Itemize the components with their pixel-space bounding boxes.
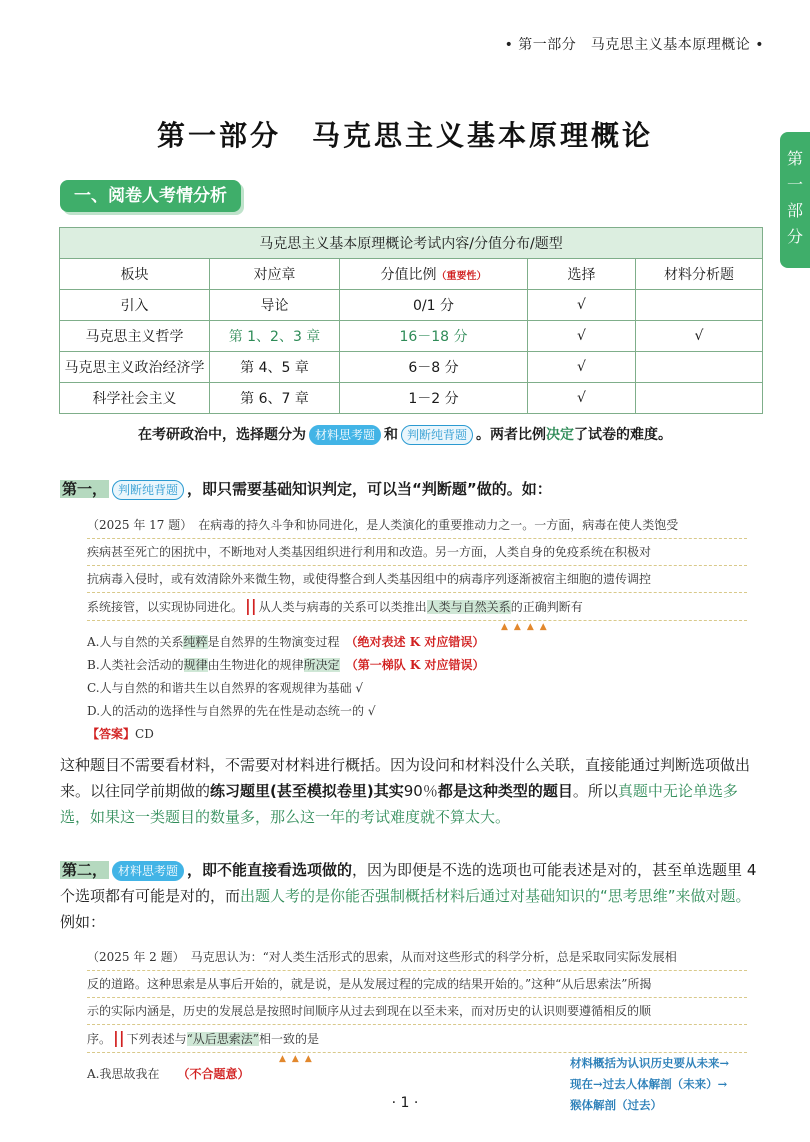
cell-choice: √ [528,290,636,321]
option-a [87,631,747,654]
cell-material [636,383,763,414]
cell-material: √ [636,321,763,352]
pill-judge-question: 判断纯背题 [401,425,473,445]
question-text: 相一致的是 [258,1032,319,1046]
cell-score: 16－18 分 [340,321,528,352]
cell-block: 马克思主义哲学 [60,321,210,352]
answer-value: CD [135,727,154,741]
header-block: 板块 [60,259,210,290]
emphasis-dots-text: ▲▲▲ [279,1054,318,1064]
point-one [60,476,760,502]
option-text: 由生物进化的规律 [207,658,304,672]
cell-material [636,352,763,383]
question-line: （2025 年 17 题） 在病毒的持久斗争和协同进化，是人类演化的重要推动力之一。一方面，病毒在使人类饱受 [87,512,747,539]
part-title: 第一部分 马克思主义基本原理概论 [156,119,653,152]
question-line: 示的实际内涵是，历史的发展总是按照时间顺序从过去到现在以至未来，而对历史的认识则要遵循相反的顺 [87,998,747,1025]
divider-mark: || [113,1028,125,1047]
question-text: 序。 [87,1032,112,1046]
question-line: 反的道路。这种思索是从事后开始的，就是说，是从发展过程的完成的结果开始的。”这种“从后思索法”所揭 [87,971,747,998]
para-bold: 练习题里(甚至模拟卷里)其实 [210,782,404,800]
cell-material [636,290,763,321]
cell-block: 引入 [60,290,210,321]
para-text: 。所以 [572,782,618,800]
cell-block: 马克思主义政治经济学 [60,352,210,383]
header-chapter: 对应章 [210,259,340,290]
table-caption: 马克思主义基本原理概论考试内容/分值分布/题型 [60,228,763,259]
point-one-text: ，即只需要基础知识判定，可以当“判断题”做的。如： [187,480,552,498]
page-number: · 1 · [391,1095,419,1111]
cell-chapter: 第 1、2、3 章 [210,321,340,352]
question-stem: 下列表述与 [126,1032,187,1046]
highlight-keyword: 纯粹 [183,635,208,649]
option-a-note: （绝对表述 K 对应错误） [351,635,485,649]
point-two-bold: ，即不能直接看选项做的 [187,861,353,879]
side-tab-char: 一 [786,175,803,194]
highlight-keyword: 规律 [183,658,208,672]
cell-chapter: 第 4、5 章 [210,352,340,383]
highlight-keyword: “从后思索法” [186,1032,259,1046]
header-material: 材料分析题 [636,259,763,290]
point-one-label: 第一， [62,480,108,498]
para-percent: 90％ [403,782,438,800]
emphasis-dots-text: ▲▲▲▲ [501,622,553,632]
point-two-text: ，因为即便是不选的选项也可能表述是对的，甚至单选题里 4 个选项都有可能是对的，而 [60,861,757,905]
cell-chapter: 第 6、7 章 [210,383,340,414]
side-tab-char: 分 [786,227,803,246]
para-bold: 都是这种类型的题目 [437,782,573,800]
option-d: D.人的活动的选择性与自然界的先在性是动态统一的 √ [87,704,376,718]
summary-and: 和 [384,427,398,443]
cell-score: 6－8 分 [340,352,528,383]
cell-choice: √ [528,383,636,414]
header-importance: （重要性） [436,271,487,282]
para-green: 真题中无论单选多选，如果这一类题目的数量多，那么这一年的考试难度就不算太大。 [60,782,738,826]
question-line: （2025 年 2 题） 马克思认为：“对人类生活形式的思索，从而对这些形式的科学分析，总是采取同实际发展相 [87,944,747,971]
summary-suffix-b: 了试卷的难度。 [574,427,673,443]
option-c: C.人与自然的和谐共生以自然界的客观规律为基础 √ [87,681,364,695]
option-text: B.人类社会活动的 [87,658,184,672]
question-line [87,593,747,621]
side-tab-char: 部 [786,201,803,220]
option-a-note: （不合题意） [183,1067,250,1081]
cell-score: 0/1 分 [340,290,528,321]
side-tab-char: 第 [786,149,803,168]
point-two-text: 例如： [60,913,106,931]
table-row [60,383,763,414]
option-b-note: （第一梯队 K 对应错误） [351,658,485,672]
note-line: 材料概括为认识历史要从未来→ [570,1056,730,1070]
cell-score: 1－2 分 [340,383,528,414]
question-text: 的正确判断有 [510,600,583,614]
summary-sentence [0,424,810,445]
summary-suffix-a: 。两者比例 [476,427,547,443]
header-choice: 选择 [528,259,636,290]
answer-line [87,723,747,746]
explanation-paragraph-one [60,752,765,830]
cell-chapter: 导论 [210,290,340,321]
table-row [60,290,763,321]
cell-choice: √ [528,352,636,383]
summary-decide: 决定 [546,427,575,443]
question-2025-17 [87,512,747,746]
point-one-pill: 判断纯背题 [112,480,184,500]
option-b [87,654,747,677]
emphasis-dots [87,621,747,631]
para-text: 这种题目不需要看材料，不需要对材料进行概括。因为设问和材料没什么关联，直接能通过判断选项做出来。以往同学前期做的 [60,756,751,800]
header-score [340,259,528,290]
exam-distribution-table [59,227,763,414]
cell-block: 科学社会主义 [60,383,210,414]
option-text: 是自然界的生物演变过程 [207,635,340,649]
highlight-keyword: 人类与自然关系 [426,600,511,614]
table-row [60,352,763,383]
highlight-keyword: 所决定 [303,658,340,672]
note-line: 猴体解剖（过去） [570,1098,662,1112]
note-line: 现在→过去人体解剖（未来）→ [570,1077,728,1091]
question-line [87,1025,747,1053]
point-two [60,857,765,935]
pill-material-question: 材料思考题 [309,425,381,445]
question-line: 疾病甚至死亡的困扰中，不断地对人类基因组织进行利用和改造。另一方面，人类自身的免疫系统在积极对 [87,539,747,566]
option-text: A.我思故我在 [87,1067,160,1081]
table-row [60,321,763,352]
option-text: A.人与自然的关系 [87,635,184,649]
summary-prefix: 在考研政治中，选择题分为 [137,427,306,443]
question-text: 系统接管，以实现协同进化。 [87,600,244,614]
section-heading: 一、阅卷人考情分析 [60,180,241,212]
running-header: • 第一部分 马克思主义基本原理概论 • [504,37,764,53]
header-score-label: 分值比例 [380,267,437,283]
divider-mark: || [245,596,257,615]
question-line: 抗病毒入侵时，或有效清除外来微生物，或使得整合到人类基因组中的病毒序列逐渐被宿主细胞的遗传调控 [87,566,747,593]
point-two-green: 出题人考的是你能否强制概括材料后通过对基础知识的“思考思维”来做对题。 [240,887,751,905]
cell-choice: √ [528,321,636,352]
question-stem: 从人类与病毒的关系可以类推出 [258,600,427,614]
answer-label: 【答案】 [87,727,136,741]
point-two-pill: 材料思考题 [112,861,184,881]
point-two-label: 第二， [62,861,108,879]
